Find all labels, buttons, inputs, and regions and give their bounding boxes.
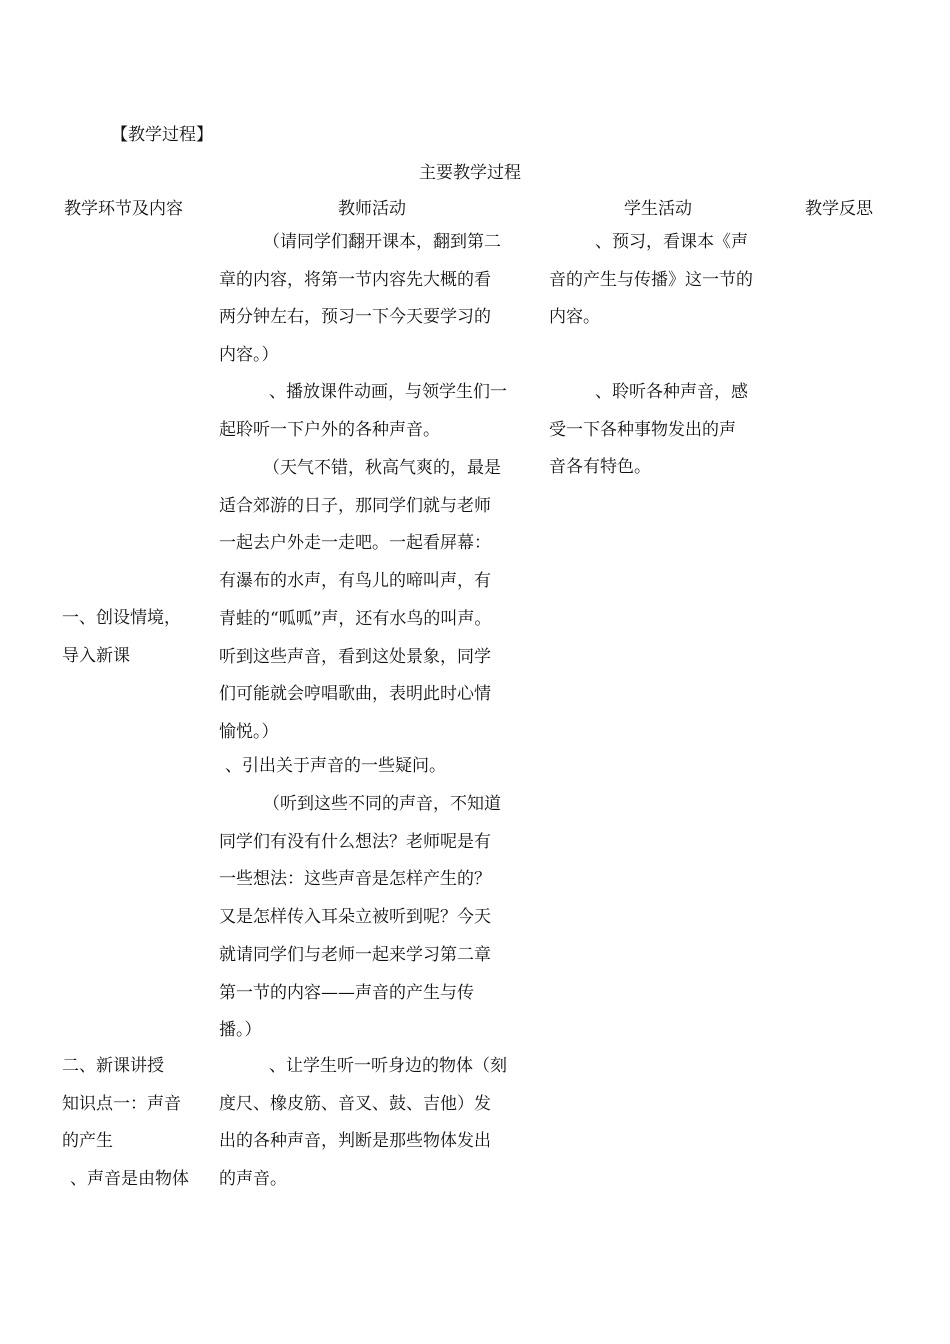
text-line: 内容。 [549,307,600,328]
text-line: 、聆听各种声音，感 [595,382,748,402]
stage-line: 、声音是由物体 [70,1169,189,1190]
stage-line: 的产生 [62,1131,113,1152]
column-header-teacher: 教师活动 [338,199,406,219]
text-line: （天气不错，秋高气爽的，最是 [263,458,501,478]
text-line: 青蛙的“呱呱”声，还有水鸟的叫声。 [219,608,492,629]
text-line: 播。） [219,1020,262,1041]
section-heading: 【教学过程】 [111,125,213,145]
text-line: 们可能就会哼唱歌曲，表明此时心情 [219,684,491,705]
text-line: 适合郊游的日子，那同学们就与老师 [219,495,491,516]
text-line: 章的内容，将第一节内容先大概的看 [219,269,491,290]
column-header-student: 学生活动 [624,199,692,219]
stage-line: 导入新课 [62,645,130,666]
student-paragraph-1 [549,224,753,337]
text-line: 起聆听一下户外的各种声音。 [219,419,440,440]
column-header-reflection: 教学反思 [805,199,873,219]
text-line: 就请同学们与老师一起来学习第二章 [219,944,491,965]
teacher-paragraph-6 [219,1048,507,1199]
text-line: 度尺、橡皮筋、音叉、鼓、吉他）发 [219,1093,491,1114]
stage-1-cell [62,600,181,675]
stage-line: 二、新课讲授 [62,1056,164,1076]
stage-line: 知识点一：声音 [62,1093,181,1114]
text-line: 内容。） [219,345,279,366]
text-line: 愉悦。） [219,721,279,742]
text-line: 的声音。 [219,1169,287,1190]
stage-2-cell [62,1048,189,1199]
text-line: 又是怎样传入耳朵立被听到呢？今天 [219,907,491,928]
text-line: 、让学生听一听身边的物体（刻 [269,1056,507,1076]
teacher-paragraph-5 [219,786,501,1050]
text-line: 一起去户外走一走吧。一起看屏幕： [219,533,491,554]
text-line: 听到这些声音，看到这处景象，同学 [219,646,491,667]
text-line: 音各有特色。 [549,457,651,478]
text-line: 、引出关于声音的一些疑问。 [225,756,446,776]
text-line: 音的产生与传播》这一节的 [549,269,753,290]
column-header-stage: 教学环节及内容 [64,199,183,219]
text-line: 两分钟左右，预习一下今天要学习的 [219,307,491,328]
student-paragraph-2 [549,374,748,487]
text-line: （听到这些不同的声音，不知道 [263,794,501,814]
teacher-paragraph-1 [219,224,501,375]
teacher-paragraph-3 [219,450,501,752]
teacher-paragraph-4 [225,748,446,786]
text-line: 、播放课件动画，与领学生们一 [269,382,507,402]
text-line: 受一下各种事物发出的声 [549,419,736,440]
teacher-paragraph-2 [219,374,507,449]
text-line: （请同学们翻开课本，翻到第二 [263,232,501,252]
text-line: 出的各种声音，判断是那些物体发出 [219,1131,491,1152]
table-title: 主要教学过程 [419,163,521,183]
text-line: 第一节的内容——声音的产生与传 [219,982,474,1003]
text-line: 同学们有没有什么想法？老师呢是有 [219,831,491,852]
text-line: 一些想法：这些声音是怎样产生的？ [219,869,491,890]
text-line: 、预习，看课本《声 [595,232,748,252]
stage-line: 一、创设情境， [62,608,181,628]
text-line: 有瀑布的水声，有鸟儿的啼叫声，有 [219,571,491,592]
